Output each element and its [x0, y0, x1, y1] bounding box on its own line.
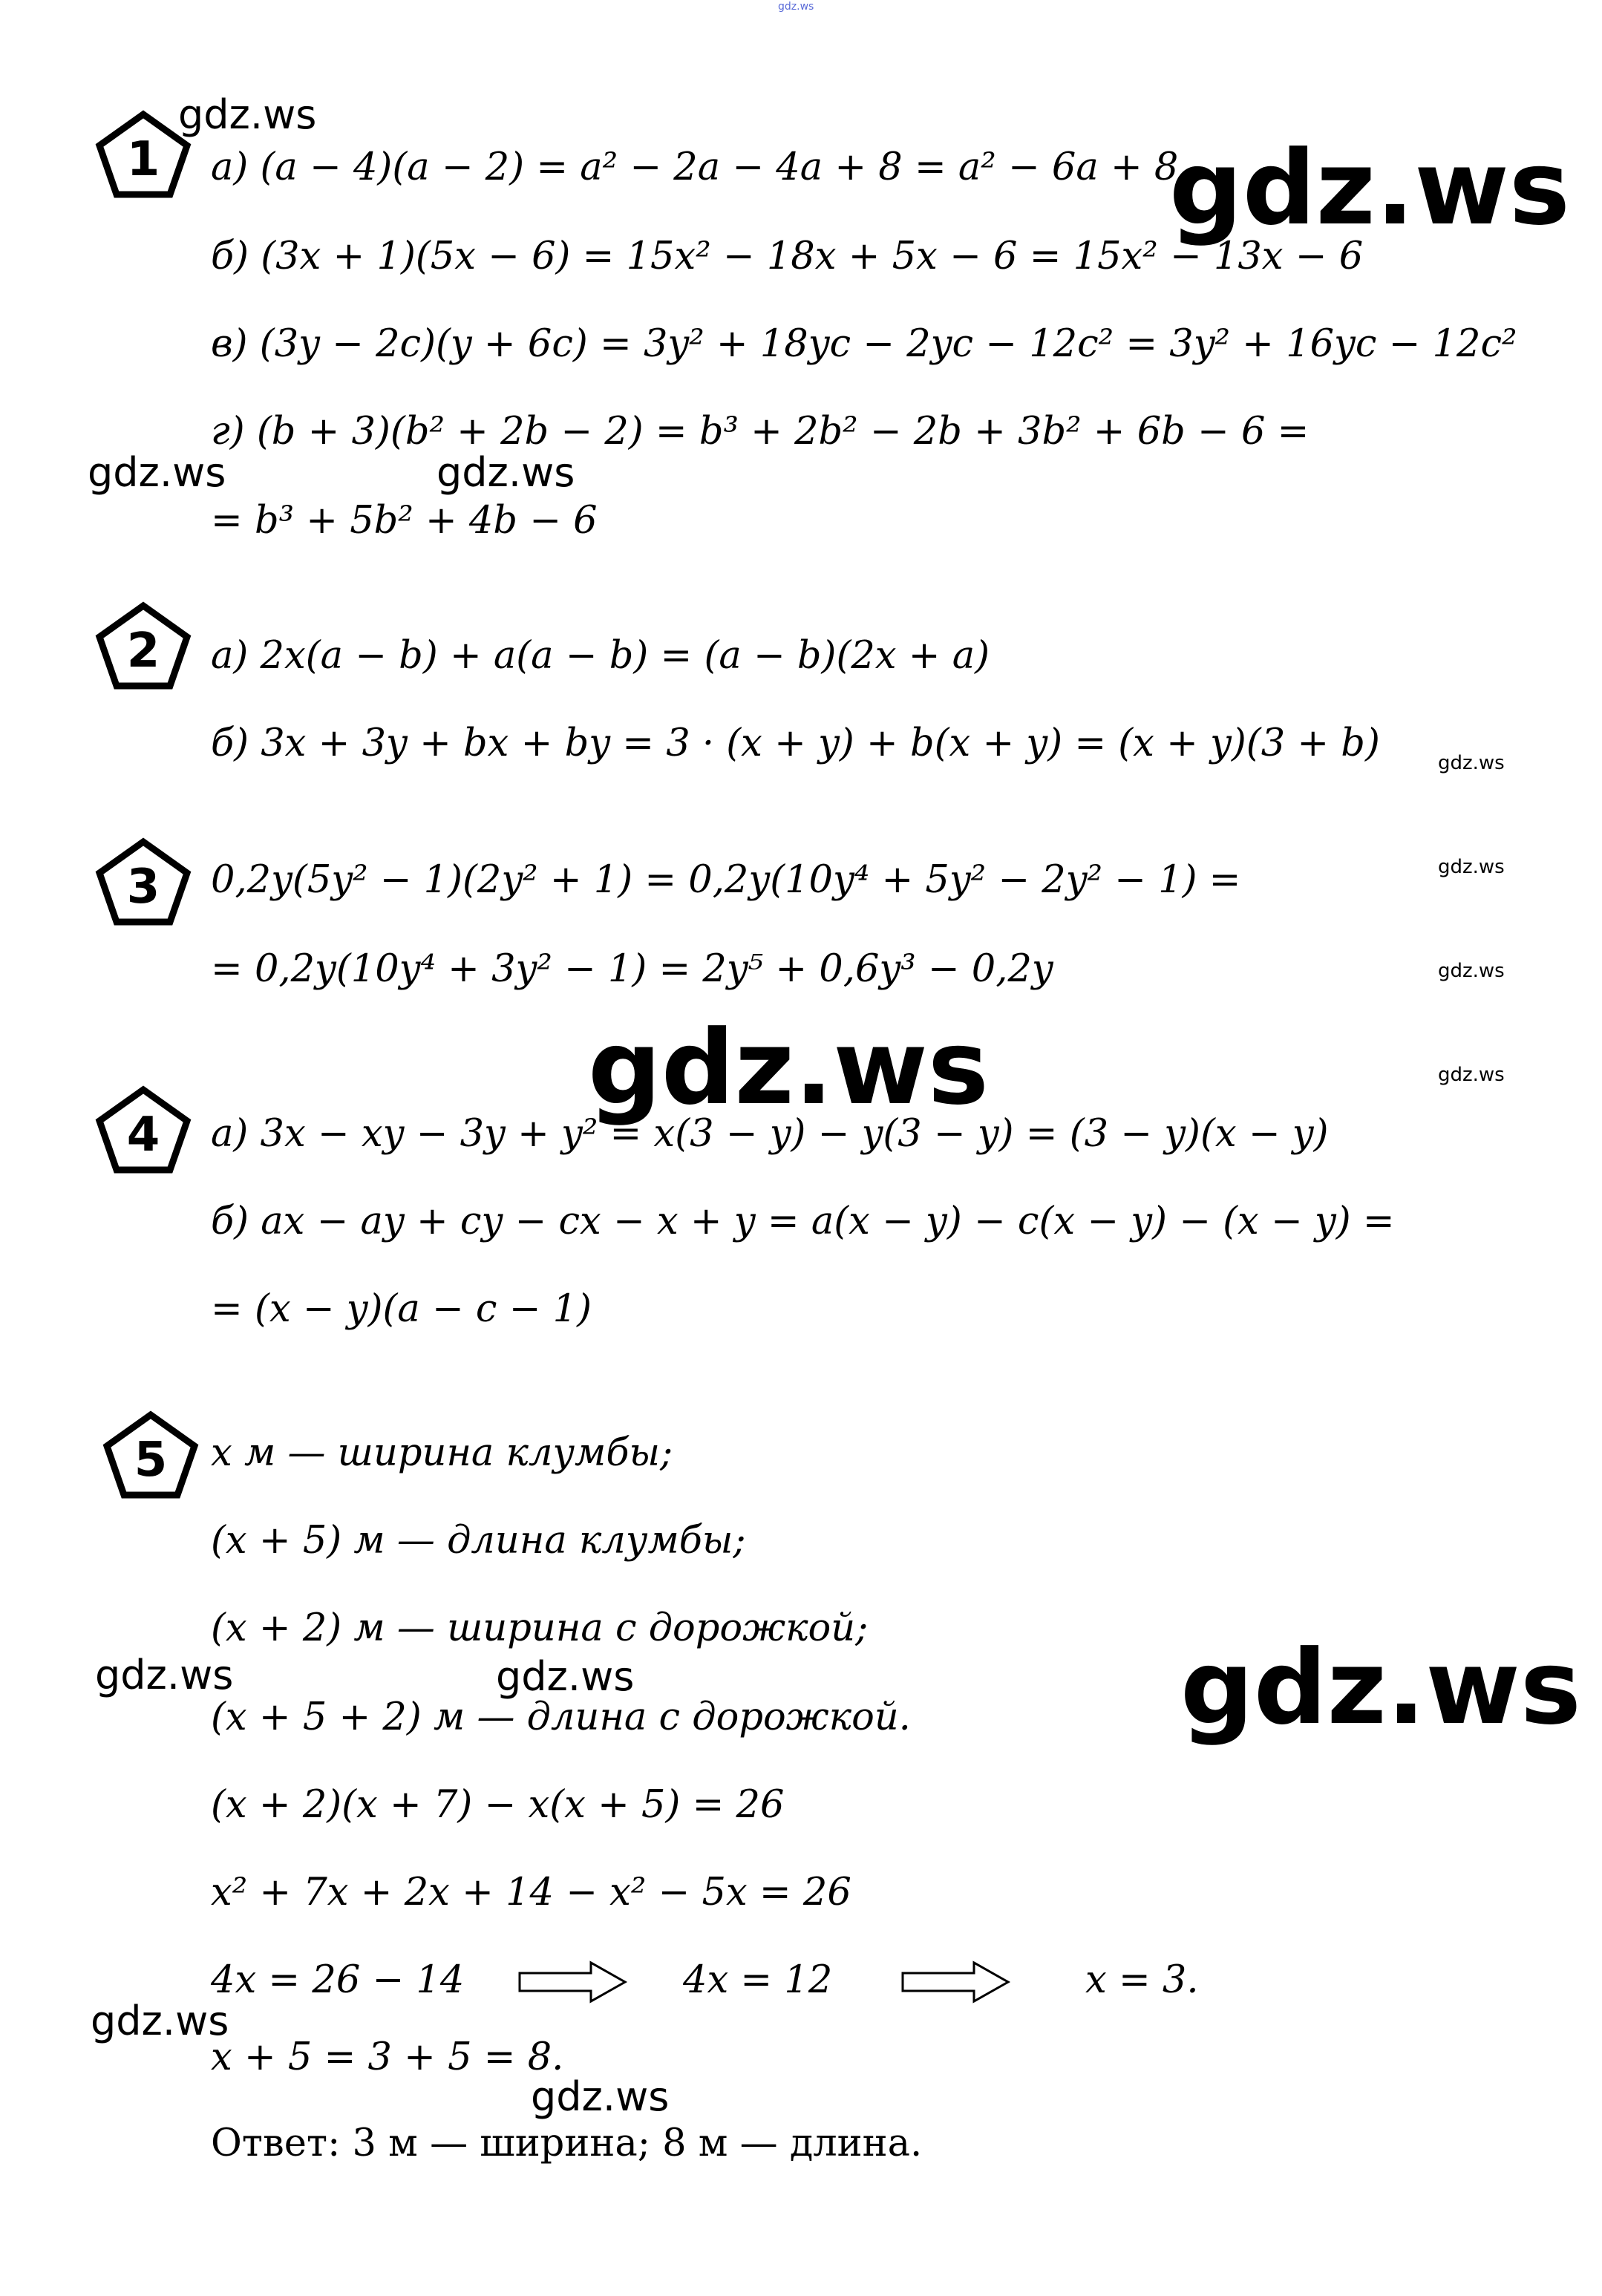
task3-line-1: 0,2y(5y² − 1)(2y² + 1) = 0,2y(10y⁴ + 5y² − 2y² − 1) = [211, 858, 1241, 902]
task3-line-2: = 0,2y(10y⁴ + 3y² − 1) = 2y⁵ + 0,6y³ − 0,2y [211, 947, 1053, 991]
svg-text:2: 2 [126, 624, 160, 678]
task-number-badge [95, 837, 192, 926]
watermark: gdz.ws [95, 1652, 234, 1698]
task4-line-b2: = (x − y)(a − c − 1) [211, 1287, 592, 1331]
task5-step-2: 4x = 12 [683, 1958, 833, 2002]
task5-line-4: (x + 5 + 2) м — длина с дорожкой. [211, 1695, 911, 1739]
task1-line-v: в) (3y − 2c)(y + 6c) = 3y² + 18yc − 2yc − 12c² = 3y² + 16yc − 12c² [211, 322, 1517, 366]
task5-answer: Ответ: 3 м — ширина; 8 м — длина. [211, 2122, 923, 2165]
svg-text:3: 3 [126, 860, 160, 915]
svg-text:1: 1 [126, 132, 160, 187]
watermark: gdz.ws [1180, 1628, 1581, 1747]
watermark: gdz.ws [437, 449, 575, 496]
task5-length: x + 5 = 3 + 5 = 8. [211, 2035, 564, 2079]
task1-line-b: б) (3x + 1)(5x − 6) = 15x² − 18x + 5x − 6 = 15x² − 13x − 6 [211, 235, 1364, 278]
watermark: gdz.ws [1438, 856, 1505, 878]
task1-line-g1: г) (b + 3)(b² + 2b − 2) = b³ + 2b² − 2b + 3b² + 6b − 6 = [211, 410, 1310, 454]
task5-line-3: (x + 2) м — ширина с дорожкой; [211, 1606, 869, 1650]
task-number-badge [95, 1085, 192, 1174]
watermark: gdz.ws [1438, 752, 1505, 774]
task5-equation: (x + 2)(x + 7) − x(x + 5) = 26 [211, 1783, 785, 1827]
task-number-badge [95, 601, 192, 690]
task5-line-2: (x + 5) м — длина клумбы; [211, 1519, 746, 1563]
watermark: gdz.ws [531, 2073, 670, 2120]
task1-line-g2: = b³ + 5b² + 4b − 6 [211, 499, 598, 543]
task-number-badge [95, 110, 192, 199]
watermark: gdz.ws [1438, 960, 1505, 982]
svg-text:5: 5 [134, 1433, 168, 1488]
implies-arrow-icon [517, 1960, 628, 2004]
watermark: gdz.ws [496, 1653, 635, 1700]
watermark: gdz.ws [178, 91, 317, 138]
task2-line-a: а) 2x(a − b) + a(a − b) = (a − b)(2x + a) [211, 634, 990, 678]
watermark: gdz.ws [91, 1998, 229, 2044]
task5-step-3: x = 3. [1085, 1958, 1199, 2002]
task5-expansion: x² + 7x + 2x + 14 − x² − 5x = 26 [211, 1871, 851, 1914]
implies-arrow-icon [900, 1960, 1011, 2004]
watermark: gdz.ws [88, 449, 226, 496]
watermark: gdz.ws [588, 1008, 989, 1128]
task5-step-1: 4x = 26 − 14 [211, 1958, 465, 2002]
svg-text:4: 4 [126, 1108, 160, 1162]
task5-line-1: x м — ширина клумбы; [211, 1431, 673, 1475]
task4-line-b1: б) ax − ay + cy − cx − x + y = a(x − y) − c(x − y) − (x − y) = [211, 1200, 1395, 1243]
task1-line-a: а) (a − 4)(a − 2) = a² − 2a − 4a + 8 = a² − 6a + 8 [211, 145, 1179, 189]
task4-line-a: а) 3x − xy − 3y + y² = x(3 − y) − y(3 − y) = (3 − y)(x − y) [211, 1112, 1329, 1156]
watermark: gdz.ws [1169, 128, 1570, 248]
watermark: gdz.ws [1438, 1064, 1505, 1086]
task2-line-b: б) 3x + 3y + bx + by = 3 · (x + y) + b(x + y) = (x + y)(3 + b) [211, 722, 1380, 765]
watermark: gdz.ws [778, 1, 814, 13]
task-number-badge [102, 1410, 199, 1499]
